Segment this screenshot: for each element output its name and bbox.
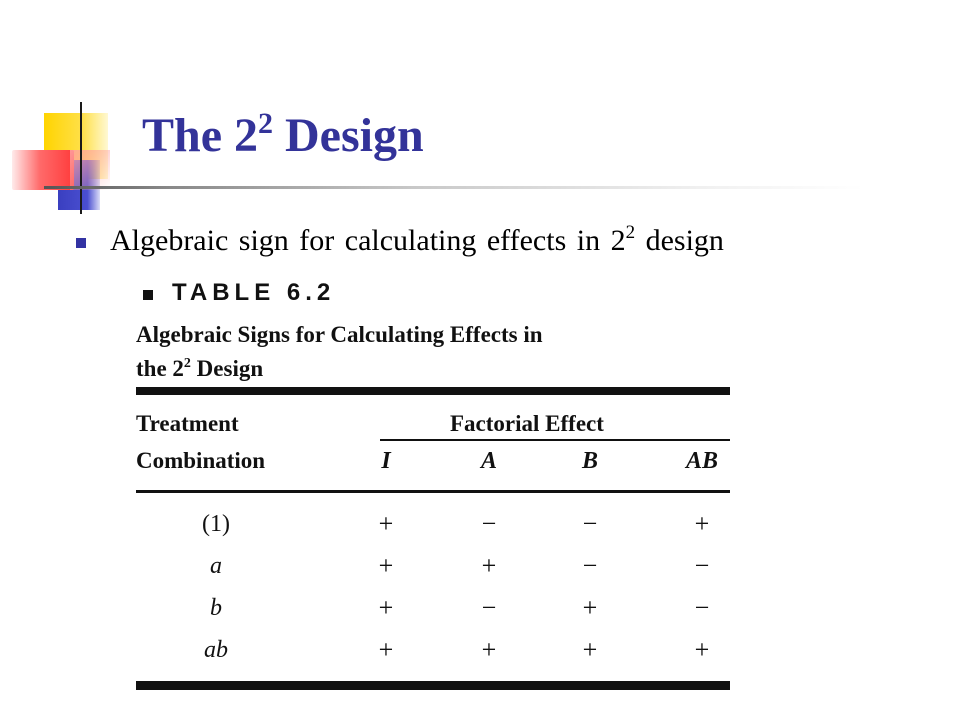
decor-vertical-line — [80, 102, 82, 214]
title-text-rest: Design — [273, 109, 424, 162]
decor-red-block — [12, 150, 74, 190]
factorial-effect-rule — [380, 439, 730, 441]
bullet-square-icon — [76, 238, 86, 248]
table-label-square-icon — [143, 290, 153, 300]
caption-superscript: 2 — [183, 356, 191, 371]
sign-cell-A: + — [481, 635, 497, 664]
caption-line2-start: the 2 — [136, 356, 184, 381]
sign-cell-I: + — [378, 551, 394, 580]
sign-cell-A: − — [481, 509, 497, 538]
bullet-text — [110, 224, 724, 258]
sign-cell-B: + — [582, 593, 598, 622]
treatment-cell: ab — [204, 637, 228, 663]
table-row — [0, 590, 960, 630]
header-combination: Combination — [136, 448, 266, 473]
table-header-rule — [136, 490, 730, 493]
sign-cell-B: + — [582, 635, 598, 664]
table-label-text: TABLE 6.2 — [172, 279, 336, 306]
bullet-text-end: design — [635, 224, 724, 257]
sign-cell-B: − — [582, 509, 598, 538]
bullet-text-start: Algebraic sign for calculating effects in 2 — [110, 224, 626, 257]
title-text: The 2 — [142, 109, 259, 162]
column-header-B: B — [581, 448, 598, 474]
column-header-A: A — [480, 448, 497, 474]
table-row — [0, 548, 960, 588]
table-caption-line1: Algebraic Signs for Calculating Effects in — [136, 322, 543, 347]
title-superscript: 2 — [258, 107, 274, 140]
sign-cell-I: + — [378, 593, 394, 622]
sign-cell-AB: + — [694, 635, 710, 664]
column-header-I: I — [381, 448, 391, 474]
table-caption-line2 — [136, 352, 696, 386]
sign-cell-I: + — [378, 509, 394, 538]
table-caption — [136, 318, 696, 386]
table-row — [0, 506, 960, 546]
treatment-cell: (1) — [202, 511, 230, 537]
header-factorial-effect: Factorial Effect — [450, 411, 604, 436]
sign-cell-A: − — [481, 593, 497, 622]
column-header-AB: AB — [685, 448, 718, 474]
sign-cell-A: + — [481, 551, 497, 580]
sign-cell-AB: − — [694, 551, 710, 580]
bullet-superscript: 2 — [625, 222, 636, 243]
title-underline — [44, 186, 864, 189]
table-row — [0, 632, 960, 672]
treatment-cell: b — [210, 595, 222, 621]
table-top-rule — [136, 387, 730, 395]
sign-cell-B: − — [582, 551, 598, 580]
sign-cell-I: + — [378, 635, 394, 664]
slide-title — [142, 107, 424, 162]
decor-red-glow — [70, 150, 110, 190]
treatment-cell: a — [210, 553, 222, 579]
sign-cell-AB: + — [694, 509, 710, 538]
sign-cell-AB: − — [694, 593, 710, 622]
table-bottom-rule — [136, 681, 730, 690]
header-treatment: Treatment — [136, 411, 239, 436]
caption-line2-end: Design — [190, 356, 264, 381]
